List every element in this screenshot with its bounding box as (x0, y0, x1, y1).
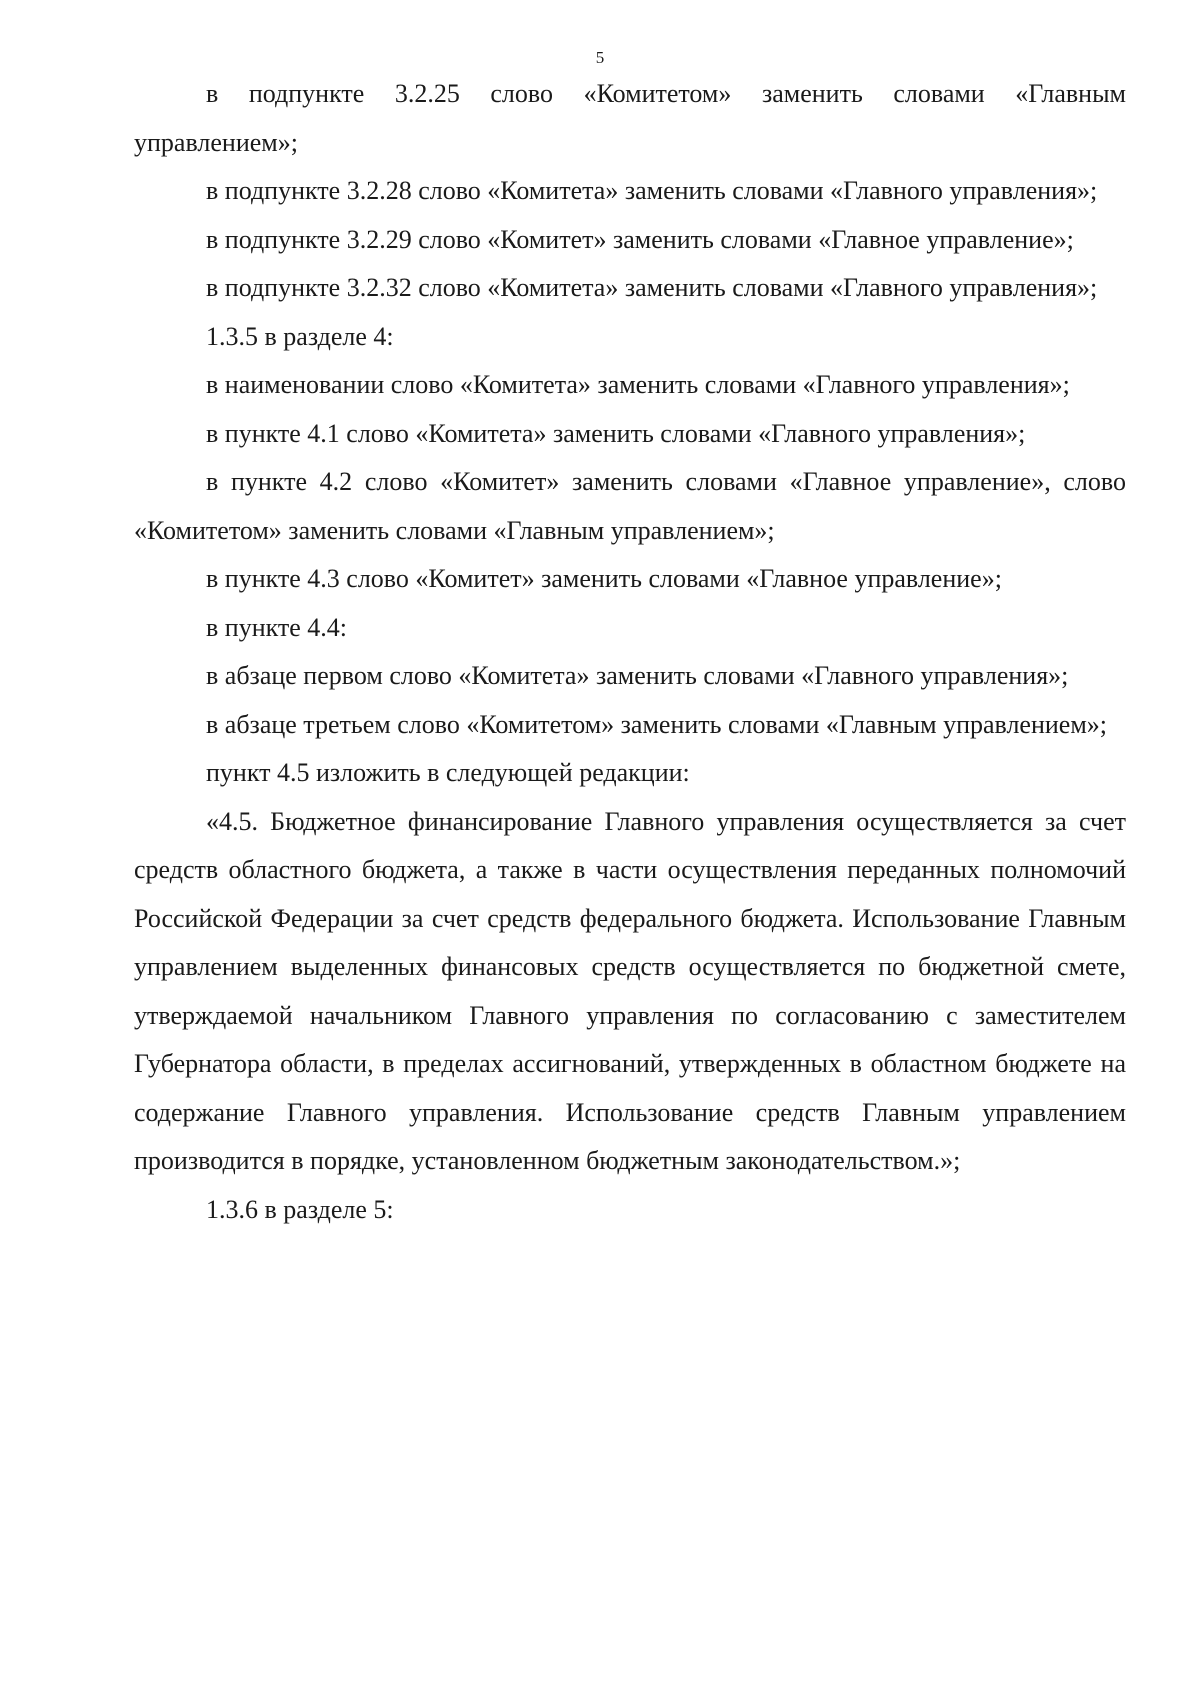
section-heading: 1.3.5 в разделе 4: (206, 321, 394, 351)
paragraph: в пункте 4.1 слово «Комитета» заменить словами «Главного управления»; (206, 418, 1026, 448)
quoted-clause: «4.5. Бюджетное финансирование Главного управления осуществляется за счет средств областного бюджета, а также в части осуществления переданных полномочий Российской Федерации за счет средств федерального бюджета. Использование Главным управлением выделенных финансовых средств осуществляется по бюджетной смете, утверждаемой начальником Главного управления по согласованию с заместителем Губернатора области, в пределах ассигнований, утвержденных в областном бюджете на содержание Главного управления. Использование средств Главным управлением производится в порядке, установленном бюджетным законодательством.»; (134, 806, 1126, 1175)
paragraph: пункт 4.5 изложить в следующей редакции: (206, 758, 690, 787)
paragraph: в подпункте 3.2.28 слово «Комитета» заменить словами «Главного управления»; (206, 176, 1098, 205)
page-number: 5 (595, 48, 605, 67)
document-body (134, 70, 1126, 1234)
paragraph: в абзаце первом слово «Комитета» заменить словами «Главного управления»; (206, 661, 1069, 690)
paragraph: в абзаце третьем слово «Комитетом» заменить словами «Главным управлением»; (206, 709, 1108, 739)
paragraph: в подпункте 3.2.32 слово «Комитета» заменить словами «Главного управления»; (206, 273, 1098, 302)
paragraph: в подпункте 3.2.25 слово «Комитетом» заменить словами «Главным управлением»; (134, 79, 1126, 157)
paragraph: в пункте 4.3 слово «Комитет» заменить словами «Главное управление»; (206, 564, 1002, 593)
paragraph: в наименовании слово «Комитета» заменить словами «Главного управления»; (206, 370, 1070, 399)
paragraph: в пункте 4.4: (206, 612, 348, 642)
section-heading: 1.3.6 в разделе 5: (206, 1194, 394, 1224)
paragraph: в подпункте 3.2.29 слово «Комитет» заменить словами «Главное управление»; (206, 224, 1074, 254)
paragraph: в пункте 4.2 слово «Комитет» заменить словами «Главное управление», слово «Комитетом» заменить словами «Главным управлением»; (134, 467, 1126, 545)
